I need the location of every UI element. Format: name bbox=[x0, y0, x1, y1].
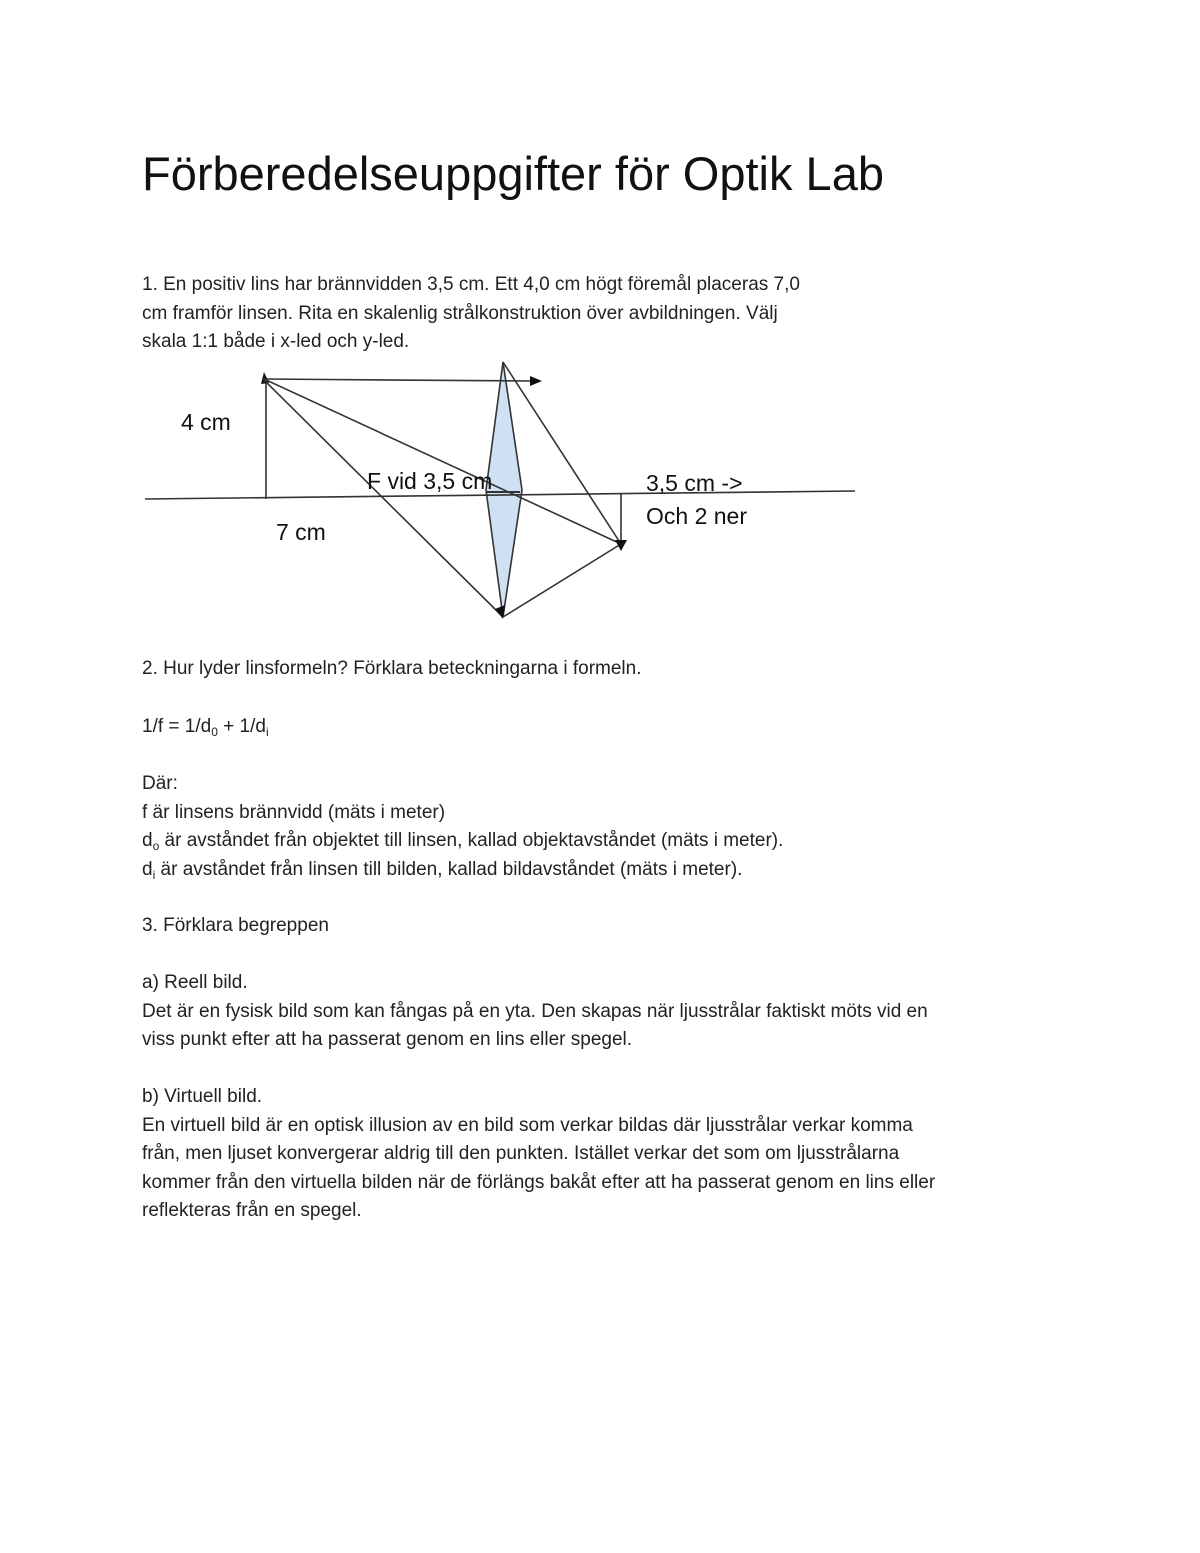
answer-3a-line: viss punkt efter att ha passerat genom en lins eller spegel. bbox=[142, 1029, 633, 1051]
formula-subscript: 0 bbox=[211, 725, 218, 739]
focal-ray bbox=[264, 380, 503, 617]
answer-3b-line: kommer från den virtuella bilden när de förlängs bakåt efter att ha passerat genom en lins eller bbox=[142, 1171, 936, 1193]
lens-formula bbox=[142, 713, 269, 742]
parallel-ray bbox=[262, 379, 530, 381]
formula-part: + 1/d bbox=[217, 716, 266, 737]
object-distance-label: 7 cm bbox=[276, 519, 326, 545]
refracted-ray-3 bbox=[503, 544, 621, 617]
question-1-line: 1. En positiv lins har brännvidden 3,5 cm. Ett 4,0 cm högt föremål placeras 7,0 bbox=[142, 274, 800, 295]
di-definition: $d_i$ är avståndet från linsen till bilden, kallad bildavståndet (mäts i meter). bbox=[142, 858, 743, 882]
question-1-line: skala 1:1 både i x-led och y-led. bbox=[142, 331, 410, 353]
object-height-label: 4 cm bbox=[181, 409, 231, 435]
question-3-text: 3. Förklara begreppen bbox=[142, 915, 329, 936]
image-distance-label: 3,5 cm -> bbox=[646, 470, 743, 496]
answer-3b-line: reflekteras från en spegel. bbox=[142, 1200, 362, 1222]
object-arrowhead bbox=[261, 372, 269, 384]
image-height-label: Och 2 ner bbox=[646, 503, 747, 529]
question-1-line: cm framför linsen. Rita en skalenlig strålkonstruktion över avbildningen. Välj bbox=[142, 302, 778, 324]
answer-3b-line: från, men ljuset konvergerar aldrig till den punkten. Istället verkar det som om ljusstrålarna bbox=[142, 1143, 900, 1165]
where-label: Där: bbox=[142, 773, 178, 794]
answer-3a bbox=[142, 969, 928, 1055]
answer-3a-title: a) Reell bild. bbox=[142, 972, 248, 993]
question-3 bbox=[142, 912, 329, 941]
answer-3b-title: b) Virtuell bild. bbox=[142, 1086, 263, 1107]
question-2-text: 2. Hur lyder linsformeln? Förklara beteckningarna i formeln. bbox=[142, 658, 642, 679]
parallel-ray-arrowhead bbox=[530, 376, 542, 386]
answer-3a-line: Det är en fysisk bild som kan fångas på en yta. Den skapas när ljusstrålar faktiskt möts vid en bbox=[142, 1000, 928, 1022]
image-arrowhead bbox=[615, 540, 627, 551]
question-2 bbox=[142, 655, 642, 684]
answer-3b-line: En virtuell bild är en optisk illusion av en bild som verkar bildas där ljusstrålar verkar komma bbox=[142, 1114, 913, 1136]
do-definition: $d_o$ är avståndet från objektet till linsen, kallad objektavståndet (mäts i meter). bbox=[142, 830, 784, 854]
f-definition: f är linsens brännvidd (mäts i meter) bbox=[142, 801, 446, 823]
formula-part: 1/f = 1/d bbox=[142, 716, 212, 737]
question-1 bbox=[142, 271, 800, 357]
formula-explanation bbox=[142, 770, 783, 884]
ray-diagram bbox=[0, 355, 1200, 630]
focal-point-label: F vid 3,5 cm bbox=[367, 468, 493, 494]
answer-3b bbox=[142, 1083, 935, 1226]
document-title: Förberedelseuppgifter för Optik Lab bbox=[142, 147, 884, 200]
formula-subscript: i bbox=[265, 725, 269, 739]
